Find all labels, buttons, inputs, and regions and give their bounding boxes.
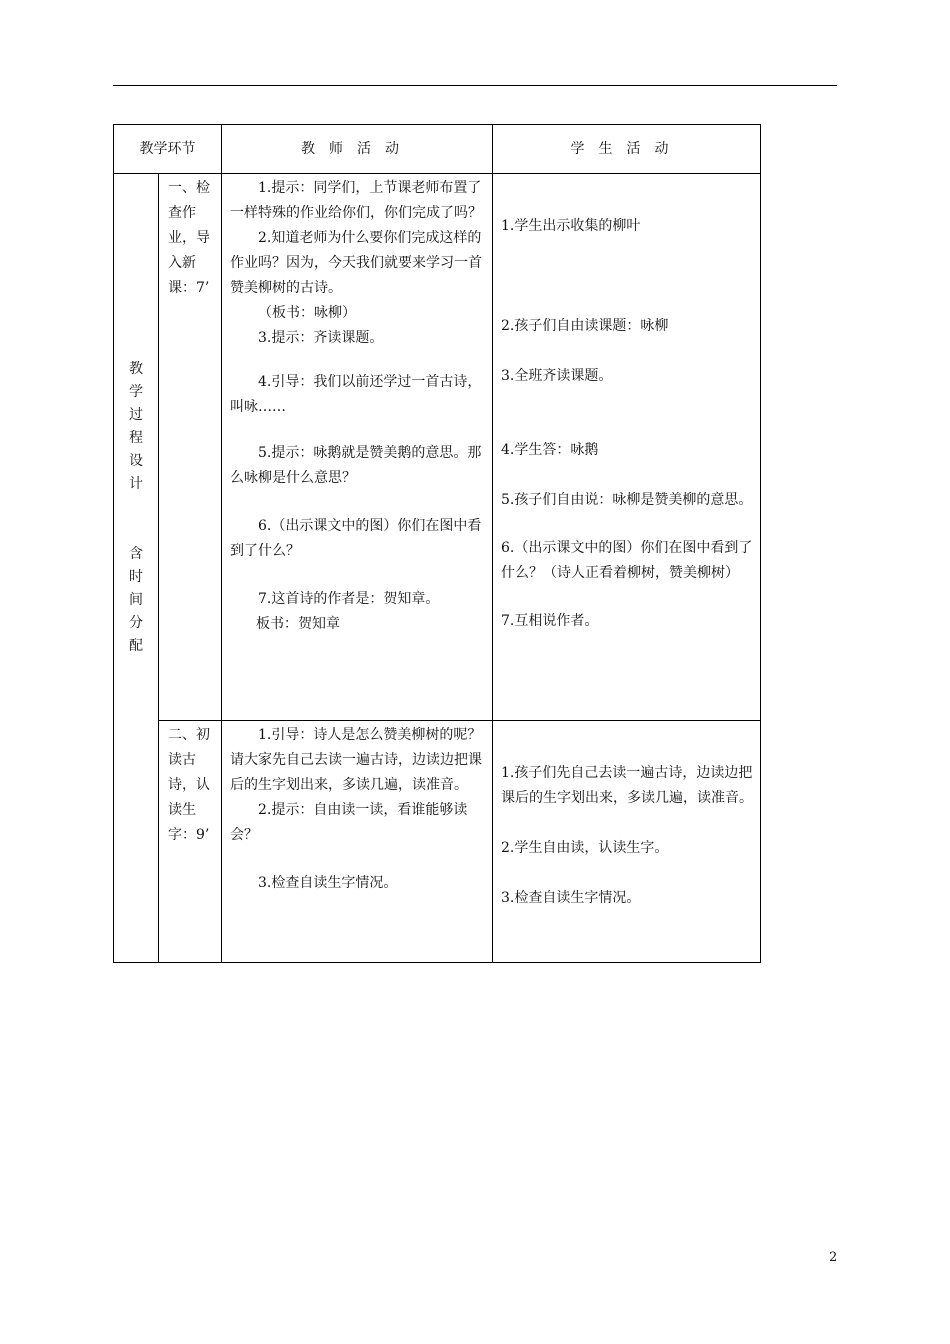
- stage-label: 二、初读古诗，认读生字：9’: [168, 727, 210, 843]
- student-line: 3.全班齐读课题。: [501, 368, 613, 384]
- teacher-activity-cell: [222, 174, 493, 721]
- header-teacher: 教师活动: [222, 125, 493, 174]
- stage-cell: [159, 174, 222, 721]
- student-line: 5.孩子们自由说：咏柳是赞美柳的意思。: [501, 492, 753, 508]
- stage-label: 一、检查作业，导入新课：7’: [168, 180, 210, 296]
- header-rule: [113, 85, 837, 86]
- student-line: 1.学生出示收集的柳叶: [501, 218, 641, 234]
- student-activity-cell: [493, 174, 761, 721]
- teacher-line: 7.这首诗的作者是：贺知章。: [258, 591, 440, 607]
- lesson-plan-table: [113, 124, 761, 963]
- student-line: 6.（出示课文中的图）你们在图中看到了什么？（诗人正看着柳树，赞美柳树）: [501, 540, 753, 581]
- teacher-activity-cell: [222, 721, 493, 963]
- student-line: 3.检查自读生字情况。: [501, 890, 641, 906]
- teacher-line: 4.引导：我们以前还学过一首古诗，叫咏……: [230, 374, 482, 415]
- table-header-row: [114, 125, 761, 174]
- page-number: 2: [829, 1250, 838, 1265]
- header-stage: 教学环节: [114, 125, 222, 174]
- teacher-line: 3.检查自读生字情况。: [258, 875, 398, 891]
- teacher-line: 5.提示：咏鹅就是赞美鹅的意思。那么咏柳是什么意思？: [230, 445, 482, 486]
- header-student: 学生活动: [493, 125, 761, 174]
- student-line: 7.互相说作者。: [501, 613, 599, 629]
- teacher-line: （板书：咏柳）: [258, 305, 356, 321]
- student-line: 4.学生答：咏鹅: [501, 442, 599, 458]
- table-row: [114, 721, 761, 963]
- teacher-line: 1.提示：同学们，上节课老师布置了一样特殊的作业给你们，你们完成了吗？: [230, 180, 482, 221]
- student-activity-cell: [493, 721, 761, 963]
- teacher-line: 板书：贺知章: [256, 616, 340, 632]
- teacher-line: 2.知道老师为什么要你们完成这样的作业吗？因为，今天我们就要来学习一首赞美柳树的古诗。: [230, 230, 482, 296]
- process-label-part1: 教学过程设计: [129, 360, 143, 492]
- teacher-line: 2.提示：自由读一读，看谁能够读会？: [230, 802, 468, 843]
- process-label-part2: 含时间分配: [129, 545, 143, 654]
- teacher-line: 3.提示：齐读课题。: [258, 330, 384, 346]
- teacher-line: 1.引导：诗人是怎么赞美柳树的呢？请大家先自己去读一遍古诗，边读边把课后的生字划出来，多读几遍，读准音。: [230, 727, 482, 793]
- student-line: 2.学生自由读，认读生字。: [501, 840, 669, 856]
- student-line: 2.孩子们自由读课题：咏柳: [501, 318, 669, 334]
- teacher-line: 6.（出示课文中的图）你们在图中看到了什么？: [230, 518, 482, 559]
- student-line: 1.孩子们先自己去读一遍古诗，边读边把课后的生字划出来，多读几遍，读准音。: [501, 765, 753, 806]
- table-row: [114, 174, 761, 721]
- process-label-cell: [114, 174, 159, 963]
- stage-cell: [159, 721, 222, 963]
